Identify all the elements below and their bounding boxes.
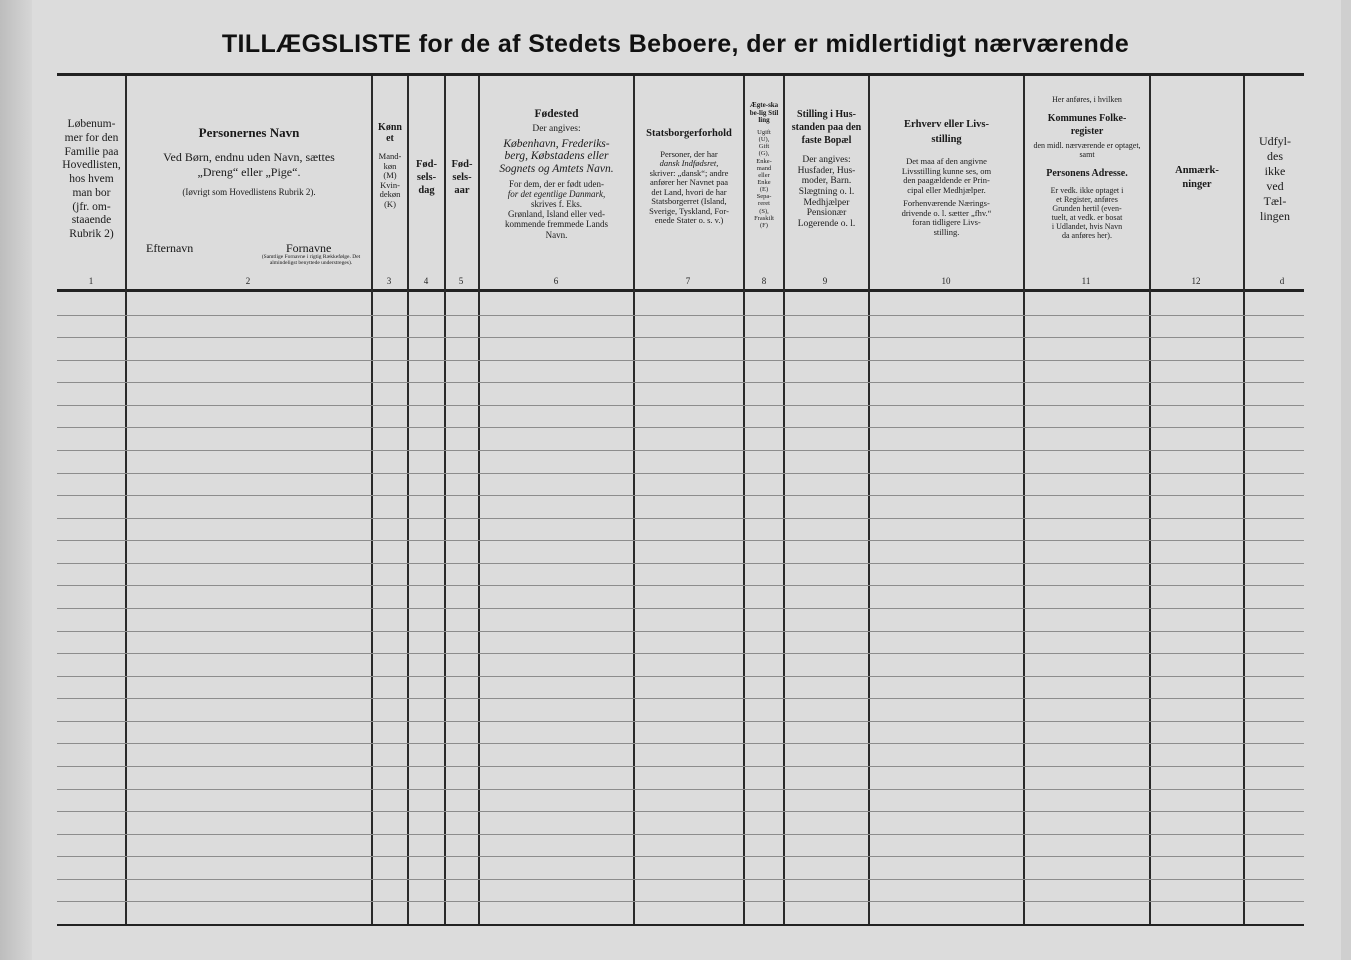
entry-row-line [57,789,1304,790]
entry-row-line [57,585,1304,586]
column-number-12: 12 [1191,276,1201,286]
entry-row-line [57,698,1304,699]
column-header-12: Anmærk-ninger [1175,165,1219,191]
column-number-7: 7 [685,276,691,286]
column-number-1: 1 [88,276,94,286]
entry-row-line [57,450,1304,451]
entry-row-line [57,563,1304,564]
column-number-6: 6 [553,276,559,286]
subheader-fornavne-note: (Samtlige Fornavne i rigtig Rækkefølge. Det almindeligst benyttede understreges). [261,254,361,267]
column-header-11: Her anføres, i hvilken Kommunes Folke-register den midl. nærværende er optaget, samt Personens Adresse. Er vedk. ikke optaget i et Register, anføres Grunden hertil (even- tuelt, at vedk. er bosat i Udlandet, hvis Navn da anføres her). [1033,95,1141,240]
entry-row-line [57,608,1304,609]
entry-row-line [57,856,1304,857]
column-number-8: 8 [761,276,767,286]
column-number-3: 3 [386,276,392,286]
column-header-4: Fød-sels-dag [416,159,437,197]
entry-row-line [57,427,1304,428]
column-header-10: Erhverv eller Livs-stilling Det maa af den angivne Livsstilling kunne ses, om den paagældende er Prin- cipal eller Medhjælper. Forhenværende Nærings- drivende o. l. sætter „fhv.“ foran tidligere Livs- stilling. [901,119,992,237]
scan-right-edge [1341,0,1351,960]
entry-row-line [57,540,1304,541]
entry-row-line [57,721,1304,722]
entry-row-line [57,473,1304,474]
subheader-efternavn: Efternavn [146,241,194,255]
entry-row-line [57,766,1304,767]
column-number-5: 5 [458,276,464,286]
column-divider [125,76,127,924]
column-header-d: Udfyl- des ikke ved Tæl- lingen [1259,134,1291,223]
entry-row-line [57,495,1304,496]
entry-row-line [57,811,1304,812]
entry-row-line [57,653,1304,654]
subheader-fornavne: Fornavne [286,241,332,255]
column-number-10: 10 [941,276,951,286]
entry-row-line [57,382,1304,383]
entry-row-line [57,337,1304,338]
column-number-9: 9 [822,276,828,286]
column-header-6: Fødested Der angives: København, Frederiks- berg, Købstadens eller Sognets og Amtets Navn. For dem, der er født uden- for det egentlige Danmark, skrives f. Eks. Grønland, Island eller ved- kommende fremmede Lands Navn. [499,108,614,240]
column-header-1: Løbenum- mer for den Familie paa Hovedlisten, hos hvem man bor (jfr. om- staaende Rubrik 2) [62,117,121,241]
entry-row-line [57,676,1304,677]
top-rule [57,73,1304,76]
column-header-7: Statsborgerforhold Personer, der har dansk Indfødsret, skriver: „dansk“; andre anfører her Navnet paa det Land, hvori de har Statsborgerret (Island, Sverige, Tyskland, For- enede Stater o. s. v.) [646,128,732,226]
entry-row-line [57,631,1304,632]
entry-row-line [57,518,1304,519]
column-number-2: 2 [245,276,251,286]
entry-row-line [57,743,1304,744]
entry-row-line [57,360,1304,361]
column-number-4: 4 [423,276,429,286]
entry-row-line [57,901,1304,902]
column-header-9: Stilling i Hus-standen paa den faste Bopæl Der angives: Husfader, Hus- moder, Barn. Slægtning o. l. Medhjælper Pensionær Logerende o. l. [791,109,862,229]
column-number-d: d [1279,276,1285,286]
header-bottom-rule [57,289,1304,292]
column-header-8: Ægte-skabe-lig Stilling Ugift (U), Gift (G), Enke- mand eller Enke (E) Sepa- reret (S), Fraskilt (F) [749,101,779,229]
entry-row-line [57,879,1304,880]
page-title: TILLÆGSLISTE for de af Stedets Beboere, der er midlertidigt nærværende [221,30,1130,58]
column-number-11: 11 [1081,276,1091,286]
bottom-rule [57,924,1304,926]
scan-left-edge [0,0,32,960]
entry-row-line [57,405,1304,406]
column-header-2: Personernes Navn Ved Børn, endnu uden Navn, sættes „Dreng“ eller „Pige“. (Iøvrigt som Hovedlistens Rubrik 2). [163,125,335,197]
entry-row-line [57,834,1304,835]
column-header-3: Kønnet Mand- køn (M) Kvin- dekøn (K) [378,122,402,209]
column-header-5: Fød-sels-aar [451,159,473,197]
entry-row-line [57,315,1304,316]
